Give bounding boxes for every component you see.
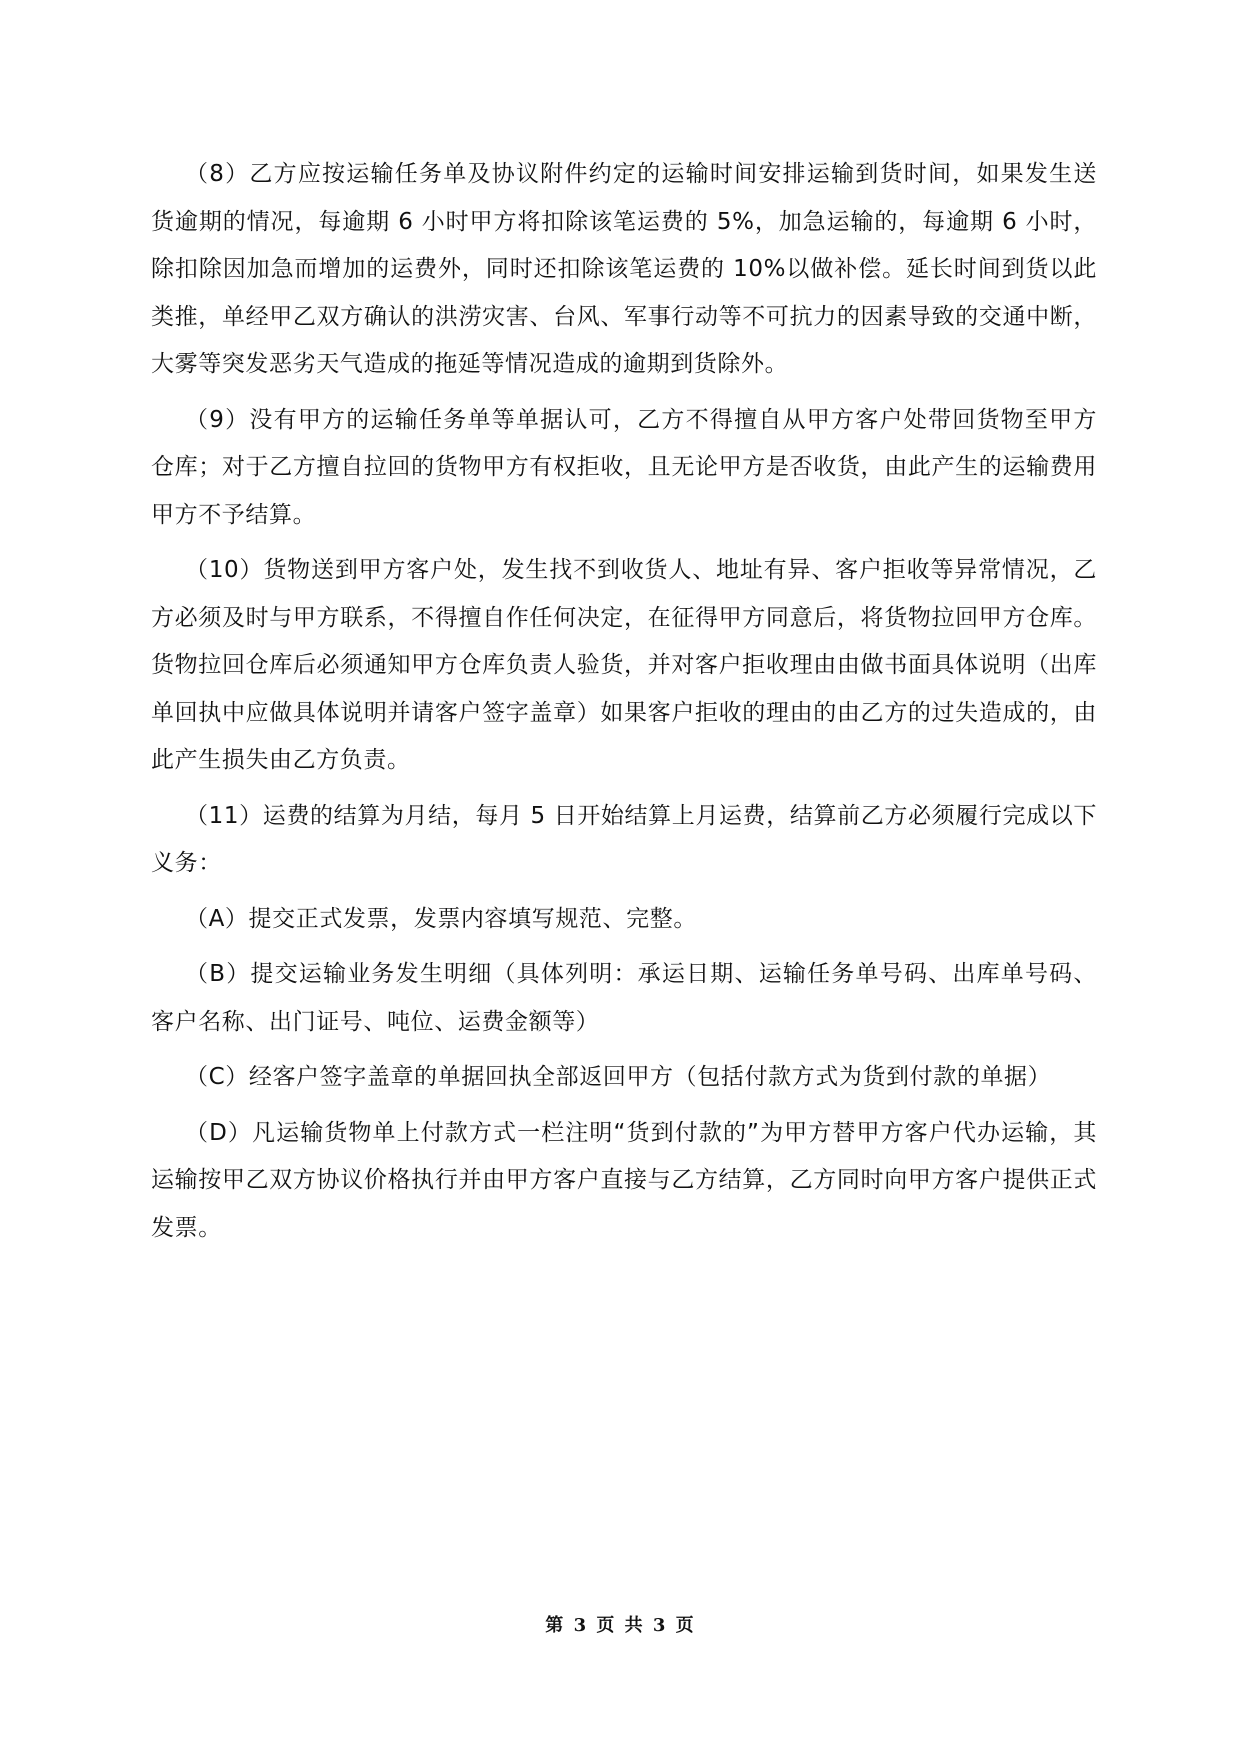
page-number-footer: 第 3 页 共 3 页	[545, 1615, 696, 1636]
clause-10-paragraph: （10）货物送到甲方客户处，发生找不到收货人、地址有异、客户拒收等异常情况，乙方必须及时与甲方联系，不得擅自作任何决定，在征得甲方同意后，将货物拉回甲方仓库。货物拉回仓库后必须通知甲方仓库负责人验货，并对客户拒收理由由做书面具体说明（出库单回执中应做具体说明并请客户签字盖章）如果客户拒收的理由的由乙方的过失造成的，由此产生损失由乙方负责。	[151, 557, 1097, 773]
item-b-paragraph: （B）提交运输业务发生明细（具体列明：承运日期、运输任务单号码、出库单号码、客户名称、出门证号、吨位、运费金额等）	[151, 961, 1097, 1035]
document-body	[151, 151, 1097, 1260]
item-d-paragraph: （D）凡运输货物单上付款方式一栏注明“货到付款的”为甲方替甲方客户代办运输，其运输按甲乙双方协议价格执行并由甲方客户直接与乙方结算，乙方同时向甲方客户提供正式发票。	[151, 1119, 1097, 1241]
clause-9-paragraph: （9）没有甲方的运输任务单等单据认可，乙方不得擅自从甲方客户处带回货物至甲方仓库；对于乙方擅自拉回的货物甲方有权拒收，且无论甲方是否收货，由此产生的运输费用甲方不予结算。	[151, 406, 1097, 528]
clause-11-paragraph: （11）运费的结算为月结，每月 5 日开始结算上月运费，结算前乙方必须履行完成以下义务：	[151, 802, 1097, 876]
item-c-paragraph: （C）经客户签字盖章的单据回执全部返回甲方（包括付款方式为货到付款的单据）	[185, 1064, 1052, 1090]
clause-8-paragraph: （8）乙方应按运输任务单及协议附件约定的运输时间安排运输到货时间，如果发生送货逾期的情况，每逾期 6 小时甲方将扣除该笔运费的 5%，加急运输的，每逾期 6 小时，除扣除因加急而增加的运费外，同时还扣除该笔运费的 10%以做补偿。延长时间到货以此类推，单经甲乙双方确认的洪涝灾害、台风、军事行动等不可抗力的因素导致的交通中断，大雾等突发恶劣天气造成的拖延等情况造成的逾期到货除外。	[151, 161, 1097, 377]
item-a-paragraph: （A）提交正式发票，发票内容填写规范、完整。	[185, 905, 697, 932]
